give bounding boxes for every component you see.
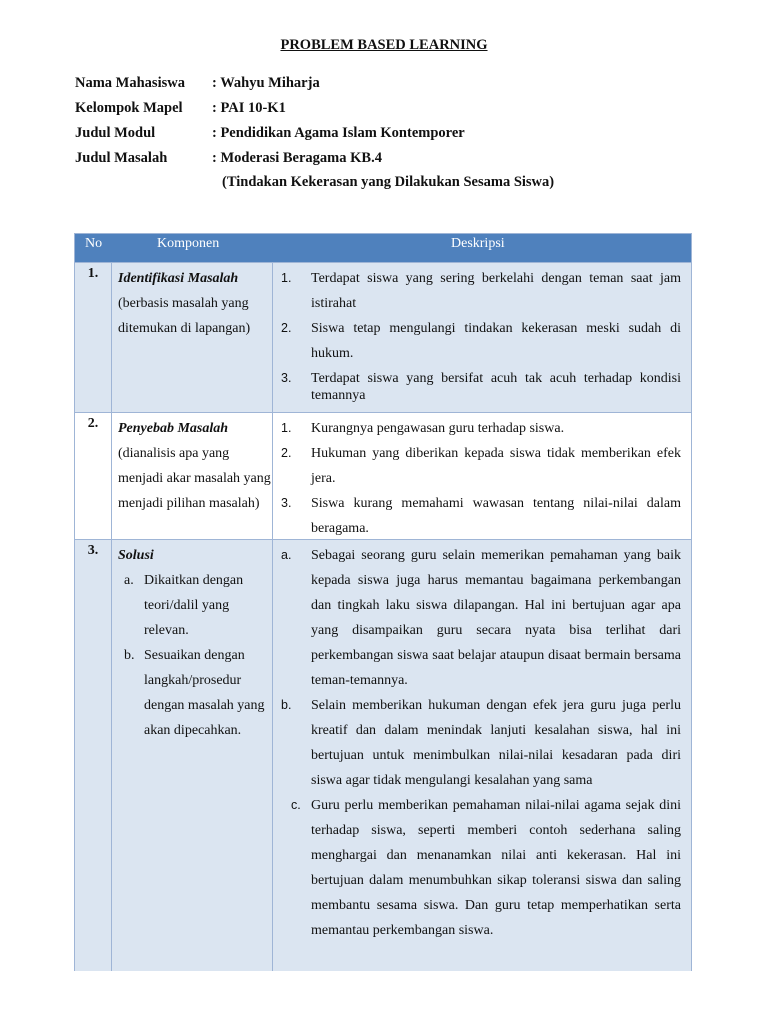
subitem-marker: b. — [124, 648, 135, 663]
description-item — [281, 693, 681, 793]
row-number: 3. — [87, 543, 99, 558]
pbl-table — [74, 233, 692, 971]
item-text: Hukuman yang diberikan kepada siswa tidak memberikan efek jera. — [311, 446, 681, 486]
item-marker: 3. — [281, 371, 292, 385]
table-row-3 — [75, 539, 691, 971]
description-item — [281, 370, 681, 404]
header-deskripsi: Deskripsi — [451, 236, 505, 251]
info-value: : Pendidikan Agama Islam Kontemporer — [212, 125, 465, 141]
item-text: Guru perlu memberikan pemahaman nilai-nilai agama sejak dini terhadap siswa, seperti memberi contoh sederhana saling menghargai dan menanamkan nilai anti kekerasan. Hal ini bertujuan dalam menumbuhkan sikap toleransi siswa dan saling membantu sesama siswa. Dan guru tetap memperhatikan serta memantau perkembangan siswa. — [311, 798, 681, 938]
header-komponen: Komponen — [157, 236, 220, 251]
item-text: Terdapat siswa yang bersifat acuh tak acuh terhadap kondisi temannya — [311, 371, 681, 403]
description-item — [281, 491, 681, 541]
item-text: Selain memberikan hukuman dengan efek jera guru juga perlu kreatif dan dalam menindak lanjuti kesalahan siswa, hal ini bertujuan untuk menimbulkan nilai-nilai kesadaran pada diri siswa agar tidak mengulangi kesalahan yang sama — [311, 698, 681, 788]
item-text: Siswa tetap mengulangi tindakan kekerasan meski sudah di hukum. — [311, 321, 681, 361]
row-component — [118, 543, 273, 743]
component-title: Solusi — [118, 548, 154, 563]
description-item — [281, 793, 681, 943]
description-item — [281, 416, 681, 441]
item-marker: 1. — [281, 271, 292, 285]
description-item — [281, 266, 681, 316]
row-number: 1. — [87, 266, 99, 281]
item-text: Sebagai seorang guru selain memerikan pemahaman yang baik kepada siswa juga harus memantau bagaimana perkembangan dan tingkah laku siswa dilapangan. Hal ini bertujuan agar apa yang disampaikan guru secara nyata bisa terlihat dari perkembangan siswa saat belajar ataupun disaat bermain bersama teman-temannya. — [311, 548, 681, 688]
item-marker: 1. — [281, 421, 292, 435]
column-divider — [111, 263, 112, 413]
row-component — [118, 416, 273, 516]
subitem-text: Sesuaikan dengan langkah/prosedur dengan masalah yang akan dipecahkan. — [144, 648, 265, 738]
item-marker: c. — [291, 798, 301, 812]
table-header — [75, 234, 691, 262]
item-marker: b. — [281, 698, 292, 712]
info-label: Judul Modul — [75, 125, 156, 141]
info-value: : Moderasi Beragama KB.4 — [212, 150, 382, 166]
row-description — [281, 543, 681, 943]
subitem-marker: a. — [124, 573, 134, 588]
row-component — [118, 266, 273, 341]
document-title: PROBLEM BASED LEARNING — [280, 37, 488, 53]
column-divider — [111, 540, 112, 971]
component-text: (berbasis masalah yang ditemukan di lapangan) — [118, 296, 251, 336]
column-divider — [111, 413, 112, 540]
info-label: Judul Masalah — [75, 150, 168, 166]
item-text: Terdapat siswa yang sering berkelahi dengan teman saat jam istirahat — [311, 271, 681, 311]
item-marker: a. — [281, 548, 292, 562]
info-label: Kelompok Mapel — [75, 100, 183, 116]
component-subitem — [118, 568, 273, 643]
info-value: : PAI 10-K1 — [212, 100, 286, 116]
item-text: Siswa kurang memahami wawasan tentang nilai-nilai dalam beragama. — [311, 496, 681, 536]
item-marker: 3. — [281, 496, 292, 510]
table-row-1 — [75, 262, 691, 413]
component-subitem — [118, 643, 273, 743]
component-title: Penyebab Masalah — [118, 421, 229, 436]
info-subtitle: (Tindakan Kekerasan yang Dilakukan Sesama Siswa) — [222, 174, 555, 190]
row-number: 2. — [87, 416, 99, 431]
info-label: Nama Mahasiswa — [75, 75, 185, 91]
component-text: (dianalisis apa yang menjadi akar masalah yang menjadi pilihan masalah) — [118, 446, 271, 511]
table-row-2 — [75, 412, 691, 540]
item-text: Kurangnya pengawasan guru terhadap siswa. — [311, 421, 565, 436]
header-no: No — [85, 236, 103, 251]
info-value: : Wahyu Miharja — [212, 75, 320, 91]
item-marker: 2. — [281, 446, 292, 460]
subitem-text: Dikaitkan dengan teori/dalil yang relevan. — [144, 573, 244, 638]
description-item — [281, 316, 681, 366]
row-description — [281, 416, 681, 541]
description-item — [281, 441, 681, 491]
row-description — [281, 266, 681, 404]
component-title: Identifikasi Masalah — [118, 271, 239, 286]
item-marker: 2. — [281, 321, 292, 335]
description-item — [281, 543, 681, 693]
